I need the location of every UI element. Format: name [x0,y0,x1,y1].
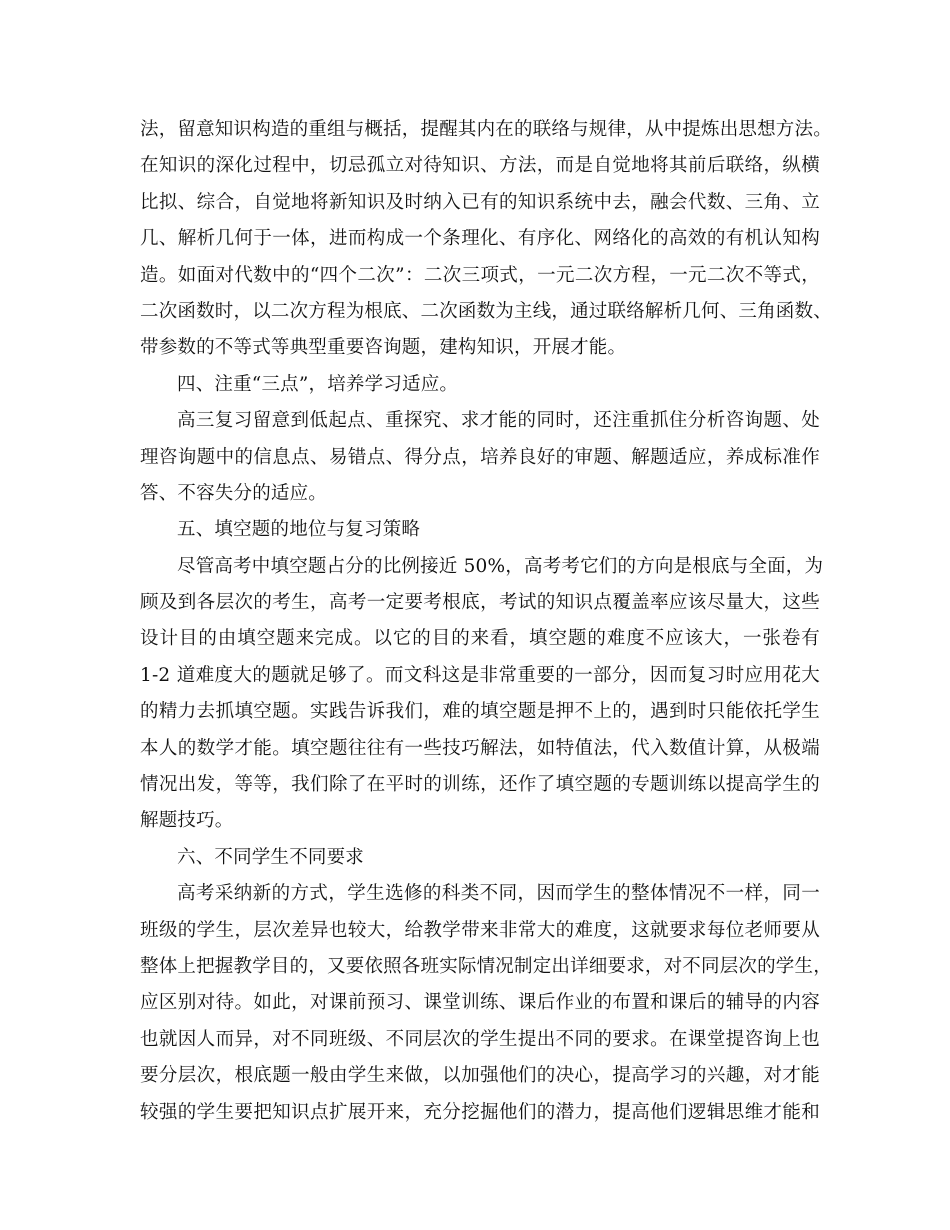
section-heading: 六、不同学生不同要求 [177,846,365,868]
text-line: 理咨询题中的信息点、易错点、得分点，培养良好的审题、解题适应，养成标准作 [140,446,820,468]
text-line: 高考采纳新的方式，学生选修的科类不同，因而学生的整体情况不一样，同一 [177,883,820,905]
text-line: 整体上把握教学目的，又要依照各班实际情况制定出详细要求，对不同层次的学生， [140,955,832,977]
text-line: 要分层次，根底题一般由学生来做，以加强他们的决心，提高学习的兴趣，对才能 [140,1065,820,1087]
section-heading: 五、填空题的地位与复习策略 [177,519,421,541]
text-line: 本人的数学才能。填空题往往有一些技巧解法，如特值法，代入数值计算，从极端 [140,737,820,759]
text-line: 设计目的由填空题来完成。以它的目的来看，填空题的难度不应该大，一张卷有 [140,628,820,650]
text-line: 也就因人而异，对不同班级、不同层次的学生提出不同的要求。在课堂提咨询上也 [140,1028,820,1050]
text-line: 高三复习留意到低起点、重探究、求才能的同时，还注重抓住分析咨询题、处 [177,410,820,432]
text-line: 较强的学生要把知识点扩展开来，充分挖掘他们的潜力，提高他们逻辑思维才能和 [140,1101,820,1123]
section-heading: 四、注重“三点”，培养学习适应。 [177,373,459,395]
text-line: 比拟、综合，自觉地将新知识及时纳入已有的知识系统中去，融会代数、三角、立 [140,191,820,213]
text-line: 应区别对待。如此，对课前预习、课堂训练、课后作业的布置和课后的辅导的内容 [140,992,820,1014]
text-line: 顾及到各层次的考生，高考一定要考根底，考试的知识点覆盖率应该尽量大，这些 [140,592,820,614]
text-line: 带参数的不等式等典型重要咨询题，建构知识，开展才能。 [140,337,627,359]
text-line: 班级的学生，层次差异也较大，给教学带来非常大的难度，这就要求每位老师要从 [140,919,820,941]
text-line: 尽管高考中填空题占分的比例接近 50%，高考考它们的方向是根底与全面，为 [177,555,824,577]
text-line: 在知识的深化过程中，切忌孤立对待知识、方法，而是自觉地将其前后联络，纵横 [140,155,820,177]
text-line: 解题技巧。 [140,810,234,832]
text-line: 1-2 道难度大的题就足够了。而文科这是非常重要的一部分，因而复习时应用花大 [140,664,820,686]
text-line: 法，留意知识构造的重组与概括，提醒其内在的联络与规律，从中提炼出思想方法。 [140,119,832,140]
text-line: 情况出发，等等，我们除了在平时的训练，还作了填空题的专题训练以提高学生的 [140,774,820,796]
document-page [140,112,832,1131]
text-line: 造。如面对代数中的“四个二次”：二次三项式，一元二次方程，一元二次不等式， [140,264,820,286]
text-line: 答、不容失分的适应。 [140,482,328,504]
text-line: 几、解析几何于一体，进而构成一个条理化、有序化、网络化的高效的有机认知构 [140,228,820,250]
text-line: 的精力去抓填空题。实践告诉我们，难的填空题是押不上的，遇到时只能依托学生 [140,701,820,723]
text-line: 二次函数时，以二次方程为根底、二次函数为主线，通过联络解析几何、三角函数、 [140,300,832,322]
